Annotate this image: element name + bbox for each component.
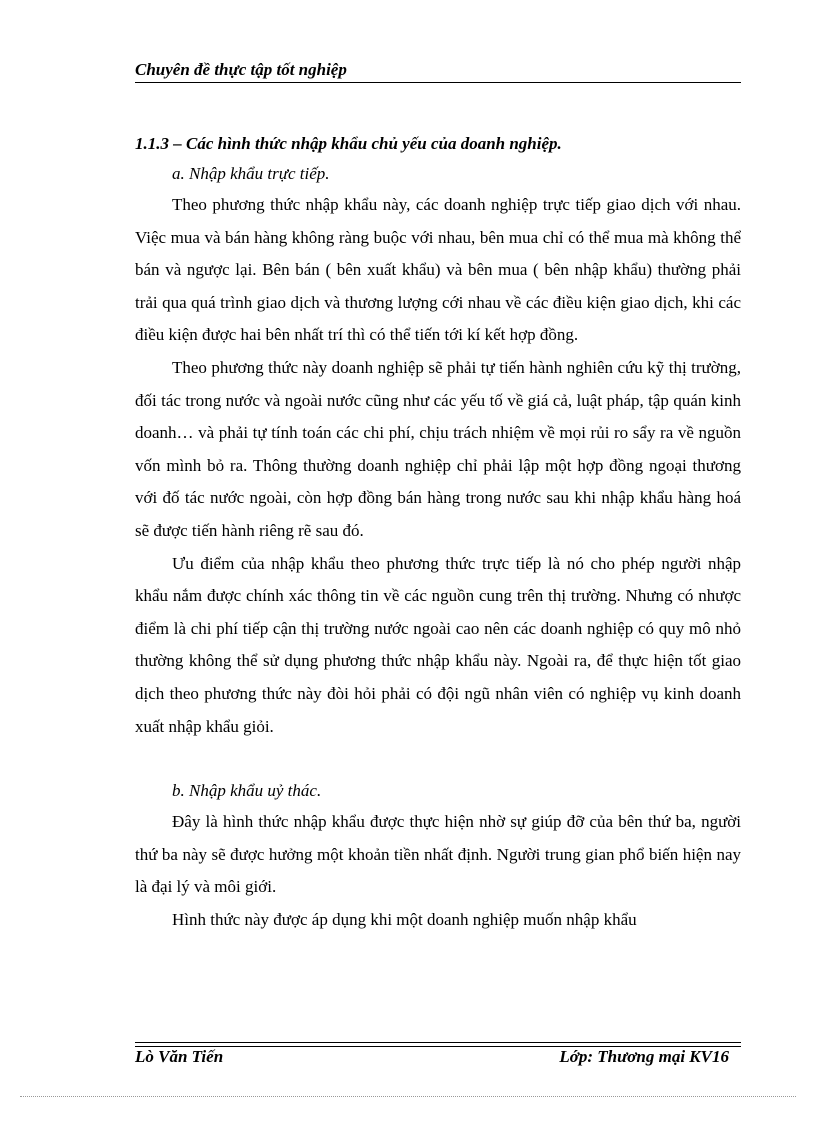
paragraph: Đây là hình thức nhập khẩu được thực hiện nhờ sự giúp đỡ của bên thứ ba, người thứ ba này sẽ được hưởng một khoản tiền nhất định. Người trung gian phổ biến hiện nay là đại lý và môi giới. [135, 812, 741, 897]
document-body [135, 130, 741, 936]
paragraph: Hình thức này được áp dụng khi một doanh nghiệp muốn nhập khẩu [172, 909, 637, 929]
page-footer [135, 1042, 741, 1066]
page-bottom-border [20, 1096, 796, 1097]
section-title: 1.1.3 – Các hình thức nhập khẩu chủ yếu của doanh nghiệp. [135, 134, 562, 153]
header-title: Chuyên đề thực tập tốt nghiệp [135, 60, 347, 79]
paragraph: Ưu điểm của nhập khẩu theo phương thức trực tiếp là nó cho phép người nhập khẩu nắm được chính xác thông tin về các nguồn cung trên thị trường. Nhưng có nhược điểm là chi phí tiếp cận thị trường nước ngoài cao nên các doanh nghiệp có quy mô nhỏ thường không thể sử dụng phương thức nhập khẩu này. Ngoài ra, để thực hiện tốt giao dịch theo phương thức này đòi hỏi phải có đội ngũ nhân viên có nghiệp vụ kinh doanh xuất nhập khẩu giỏi. [135, 553, 741, 736]
footer-author: Lò Văn Tiến [135, 1047, 224, 1066]
paragraph: Theo phương thức này doanh nghiệp sẽ phải tự tiến hành nghiên cứu kỹ thị trường, đối tác trong nước và ngoài nước cũng như các yếu tố về giá cả, luật pháp, tập quán kinh doanh… và phải tự tính toán các chi phí, chịu trách nhiệm về mọi rủi ro sẩy ra về nguồn vốn mình bỏ ra. Thông thường doanh nghiệp chỉ phải lập một hợp đồng ngoại thương với đố tác nước ngoài, còn hợp đồng bán hàng trong nước sau khi nhập khẩu hàng hoá sẽ được tiến hành riêng rẽ sau đó. [135, 357, 741, 540]
subsection-b-heading: b. Nhập khẩu uỷ thác. [172, 781, 322, 801]
page-header [135, 58, 741, 83]
paragraph: Theo phương thức nhập khẩu này, các doanh nghiệp trực tiếp giao dịch với nhau. Việc mua và bán hàng không ràng buộc với nhau, bên mua chỉ có thể mua mà không thể bán và ngược lại. Bên bán ( bên xuất khẩu) và bên mua ( bên nhập khẩu) thường phải trải qua quá trình giao dịch và thương lượng cới nhau về các điều kiện giao dịch, khi các điều kiện được hai bên nhất trí thì có thể tiến tới kí kết hợp đồng. [135, 195, 741, 345]
paragraph-spacer [135, 743, 741, 775]
footer-class: Lớp: Thương mại KV16 [559, 1047, 729, 1066]
subsection-a-heading: a. Nhập khẩu trực tiếp. [172, 164, 330, 183]
